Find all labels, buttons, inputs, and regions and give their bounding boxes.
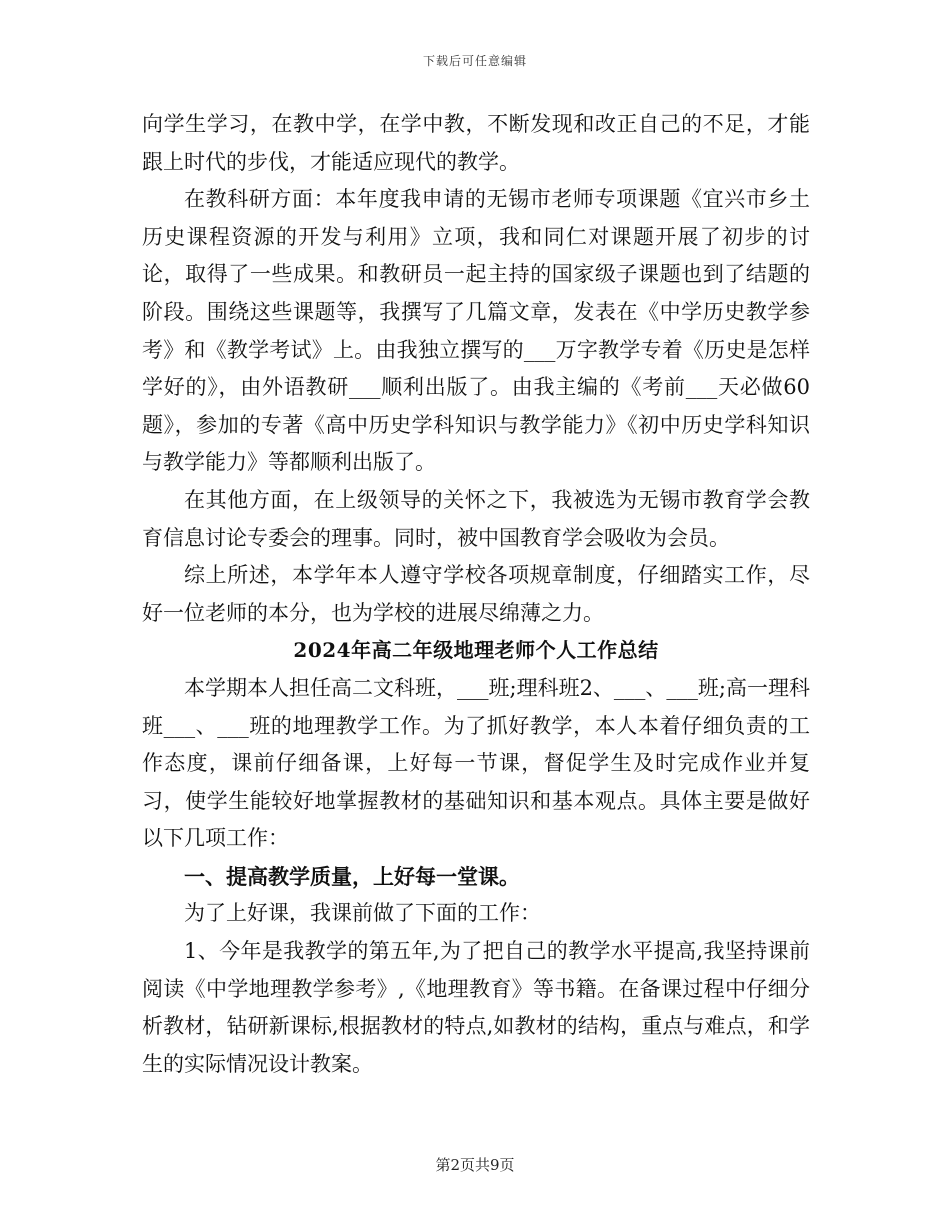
paragraph-other: 在其他方面，在上级领导的关怀之下，我被选为无锡市教育学会教育信息讨论专委会的理事。同时，被中国教育学会吸收为会员。 [142, 487, 810, 550]
paragraph-continuation: 向学生学习，在教中学，在学中教，不断发现和改正自己的不足，才能跟上时代的步伐，才能适应现代的教学。 [142, 112, 810, 174]
section-title: 2024年高二年级地理老师个人工作总结 [293, 638, 659, 663]
section-heading-1: 一、提高教学质量，上好每一堂课。 [184, 863, 520, 889]
page-number: 第2页共9页 [435, 1156, 515, 1174]
paragraph-research: 在教科研方面：本年度我申请的无锡市老师专项课题《宜兴市乡土历史课程资源的开发与利用》立项，我和同仁对课题开展了初步的讨论，取得了一些成果。和教研员一起主持的国家级子课题也到了结题的阶段。围绕这些课题等，我撰写了几篇文章，发表在《中学历史教学参考》和《教学考试》上。由我独立撰写的___万字教学专着《历史是怎样学好的》，由外语教研___顺利出版了。由我主编的《考前___天必做60题》，参加的专著《高中历史学科知识与教学能力》《初中历史学科知识与教学能力》等都顺利出版了。 [142, 187, 810, 475]
document-body [142, 106, 810, 1083]
paragraph-intro: 本学期本人担任高二文科班，___班;理科班2、___、___班;高一理科班___、___班的地理教学工作。为了抓好教学，本人本着仔细负责的工作态度，课前仔细备课，上好每一节课，督促学生及时完成作业并复习，使学生能较好地掌握教材的基础知识和基本观点。具体主要是做好以下几项工作： [142, 675, 811, 851]
page-header: 下载后可任意编辑 [422, 54, 527, 68]
paragraph-item-1: 1、今年是我教学的第五年,为了把自己的教学水平提高,我坚持课前阅读《中学地理教学参考》,《地理教育》等书籍。在备课过程中仔细分析教材，钻研新课标,根据教材的特点,如教材的结构，重点与难点，和学生的实际情况设计教案。 [142, 939, 810, 1076]
paragraph-prep: 为了上好课，我课前做了下面的工作： [184, 901, 541, 926]
paragraph-summary: 综上所述，本学年本人遵守学校各项规章制度，仔细踏实工作，尽好一位老师的本分，也为学校的进展尽绵薄之力。 [142, 563, 810, 625]
